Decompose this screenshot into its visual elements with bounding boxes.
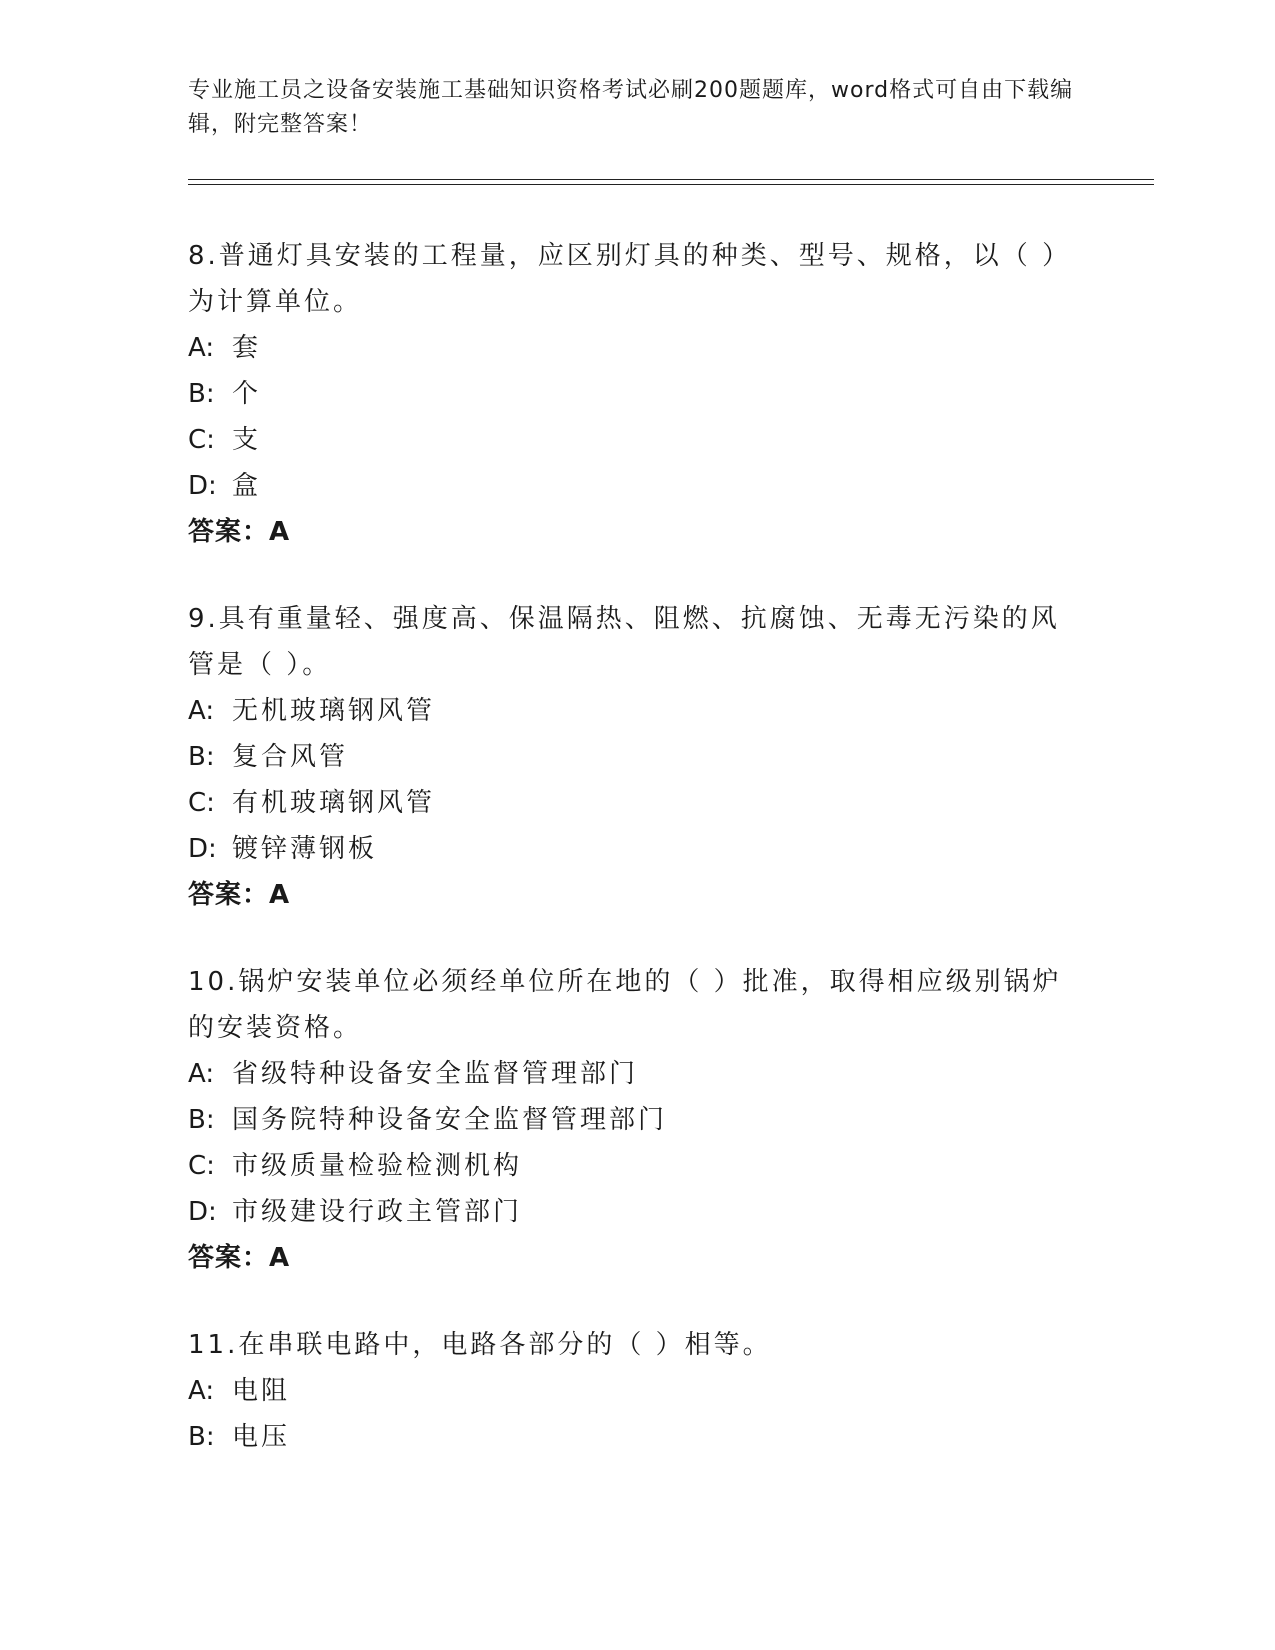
option-a [188, 1368, 1068, 1414]
option-letter: B: [188, 742, 215, 772]
option-letter: B: [188, 379, 215, 409]
option-letter: D: [188, 1197, 217, 1227]
option-text: 国务院特种设备安全监督管理部门 [232, 1105, 668, 1135]
option-b [188, 371, 1068, 417]
option-a [188, 688, 1068, 734]
option-letter: A: [188, 1059, 215, 1089]
option-b [188, 1414, 1068, 1460]
question-10 [188, 959, 1068, 1281]
question-spacer [188, 555, 1068, 596]
option-letter: C: [188, 1151, 215, 1181]
option-text: 套 [232, 333, 262, 363]
option-c [188, 417, 1068, 463]
document-header: 专业施工员之设备安装施工基础知识资格考试必刷200题题库，word格式可自由下载编辑，附完整答案！ [188, 78, 1074, 137]
option-text: 个 [232, 379, 262, 409]
option-text: 无机玻璃钢风管 [232, 696, 436, 726]
option-text: 电阻 [232, 1376, 291, 1406]
answer-line: 答案：A [188, 517, 291, 547]
question-list [188, 233, 1068, 1460]
option-letter: A: [188, 1376, 215, 1406]
option-d [188, 826, 1068, 872]
option-letter: A: [188, 696, 215, 726]
option-c [188, 1143, 1068, 1189]
question-spacer [188, 918, 1068, 959]
option-letter: A: [188, 333, 215, 363]
option-letter: B: [188, 1422, 215, 1452]
option-text: 有机玻璃钢风管 [232, 788, 436, 818]
option-letter: B: [188, 1105, 215, 1135]
question-11 [188, 1322, 1068, 1460]
option-c [188, 780, 1068, 826]
option-d [188, 1189, 1068, 1235]
header-divider-top [188, 179, 1154, 180]
option-text: 复合风管 [232, 742, 349, 772]
question-stem: 10.锅炉安装单位必须经单位所在地的（ ）批准，取得相应级别锅炉的安装资格。 [188, 967, 1062, 1043]
option-text: 省级特种设备安全监督管理部门 [232, 1059, 639, 1089]
question-stem: 9.具有重量轻、强度高、保温隔热、阻燃、抗腐蚀、无毒无污染的风管是（ ）。 [188, 604, 1060, 680]
option-letter: D: [188, 471, 217, 501]
option-text: 市级质量检验检测机构 [232, 1151, 523, 1181]
header-divider-bottom [188, 184, 1154, 185]
option-b [188, 734, 1068, 780]
option-d [188, 463, 1068, 509]
answer-line: 答案：A [188, 1243, 291, 1273]
option-letter: D: [188, 834, 217, 864]
question-9 [188, 596, 1068, 918]
answer-line: 答案：A [188, 880, 291, 910]
option-text: 镀锌薄钢板 [232, 834, 378, 864]
question-8 [188, 233, 1068, 555]
option-text: 市级建设行政主管部门 [232, 1197, 523, 1227]
option-text: 电压 [232, 1422, 291, 1452]
option-a [188, 1051, 1068, 1097]
option-letter: C: [188, 788, 215, 818]
question-stem: 11.在串联电路中，电路各部分的（ ）相等。 [188, 1330, 772, 1360]
option-text: 支 [232, 425, 262, 455]
option-b [188, 1097, 1068, 1143]
option-letter: C: [188, 425, 215, 455]
question-stem: 8.普通灯具安装的工程量，应区别灯具的种类、型号、规格，以（ ）为计算单位。 [188, 241, 1059, 317]
option-a [188, 325, 1068, 371]
option-text: 盒 [232, 471, 262, 501]
question-spacer [188, 1281, 1068, 1322]
